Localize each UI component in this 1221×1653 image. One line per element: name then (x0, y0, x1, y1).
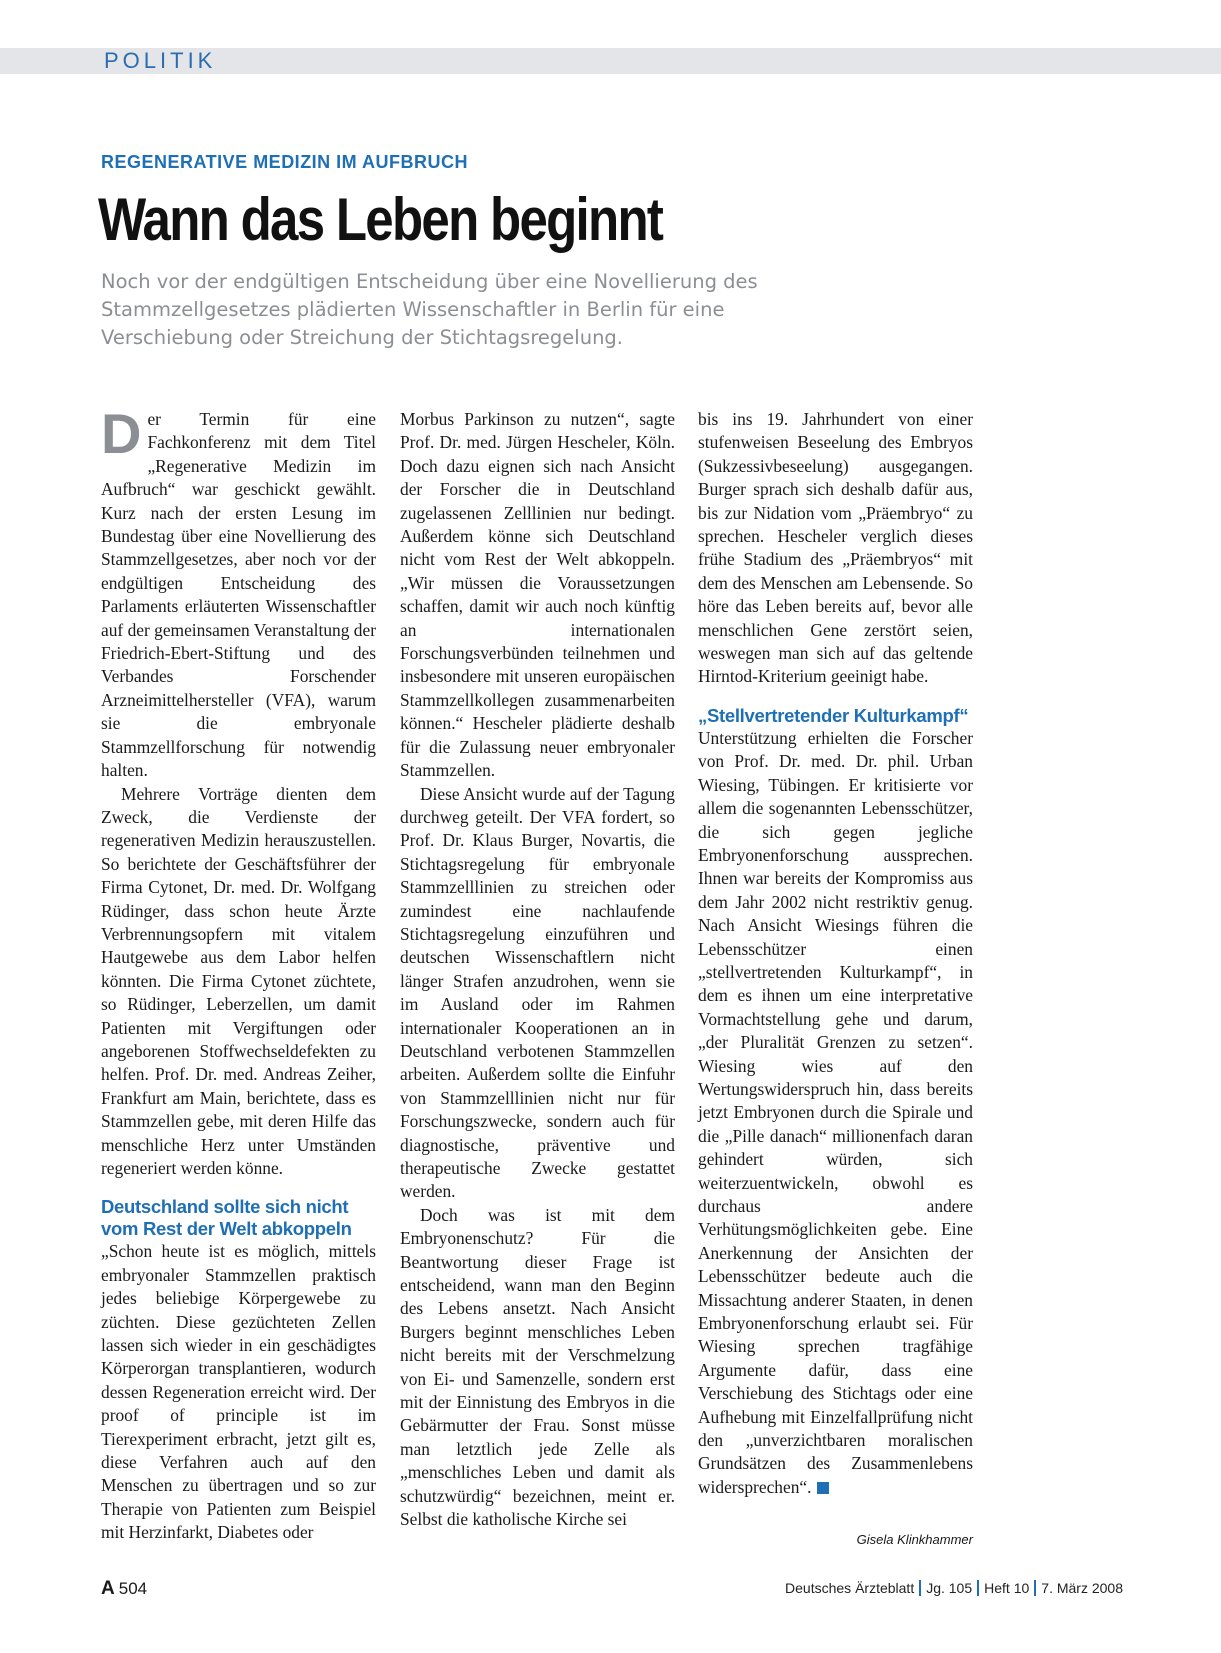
issue: Heft 10 (984, 1580, 1030, 1596)
paragraph: „Schon heute ist es möglich, mittels embryonaler Stammzellen praktisch jedes beliebige Körpergewebe zu züchten. Diese gezüchteten Zellen lassen sich wieder in ein geschädigtes Körperorgan transplantieren, wodurch dessen Regeneration erreicht wird. Der proof of principle ist im Tierexperiment erbracht, jetzt gilt es, diese Verfahren auch auf den Menschen zu übertragen und so zur Therapie von Patienten zum Beispiel mit Herzinfarkt, Diabetes oder (101, 1241, 376, 1543)
page-number (101, 1578, 147, 1600)
article-lead: Noch vor der endgültigen Entscheidung über eine Novellierung des Stammzellgesetzes plädierten Wissenschaftler in Berlin für eine Verschiebung oder Streichung der Stichtagsregelung. (101, 270, 758, 349)
section-label: POLITIK (104, 48, 217, 73)
paragraph: Mehrere Vorträge dienten dem Zweck, die Verdienste der regenerativen Medizin herauszustellen. So berichtete der Geschäftsführer der Firma Cytonet, Dr. med. Dr. Wolfgang Rüdinger, dass schon heute Ärzte Verbrennungsopfern mit vitalem Hautgewebe aus dem Labor helfen könnten. Die Firma Cytonet züchtete, so Rüdinger, Leberzellen, um damit Patienten mit Vergiftungen oder angeborenen Stoffwechseldefekten zu helfen. Prof. Dr. med. Andreas Zeiher, Frankfurt am Main, berichtete, dass es Stammzellen gebe, mit deren Hilfe das menschliche Herz unter Umständen regeneriert werden könne. (101, 783, 376, 1178)
subheading: Deutschland sollte sich nicht vom Rest der Welt abkoppeln (101, 1196, 352, 1240)
article-title: Wann das Leben beginnt (98, 186, 663, 253)
paragraph: Doch was ist mit dem Embryonenschutz? Für die Beantwortung dieser Frage ist entscheidend, wann man den Beginn des Lebens ansetzt. Nach Ansicht Burgers beginnt menschliches Leben nicht bereits mit der Verschmelzung von Ei- und Samenzelle, sondern erst mit der Einnistung des Embryos in die Gebärmutter der Frau. Sonst müsse man letztlich jede Zelle als „menschliches Leben und damit als schutzwürdig“ bezeichnen, meint er. Selbst die katholische Kirche sei (400, 1204, 675, 1530)
article-kicker: REGENERATIVE MEDIZIN IM AUFBRUCH (101, 152, 468, 172)
author-name: Gisela Klinkhammer (856, 1532, 973, 1547)
date: 7. März 2008 (1041, 1580, 1123, 1596)
paragraph: Diese Ansicht wurde auf der Tagung durchweg geteilt. Der VFA fordert, so Prof. Dr. Klaus Burger, Novartis, die Stichtagsregelung für embryonale Stammzelllinien zu streichen oder zumindest eine nachlaufende Stichtagsregelung einzuführen und deutschen Wissenschaftlern nicht länger Strafen anzudrohen, wenn sie im Ausland oder im Rahmen internationaler Kooperationen an in Deutschland verbotenen Stammzellen arbeiten. Außerdem sollte die Einfuhr von Stammzelllinien nicht nur für Forschungszwecke, sondern auch für diagnostische, präventive und therapeutische Zwecke gestattet werden. (400, 783, 675, 1202)
page-prefix: A (101, 1578, 115, 1599)
column-1 (101, 402, 376, 1545)
page-number-value: 504 (118, 1579, 148, 1598)
separator (1034, 1580, 1036, 1596)
paragraph: er Termin für eine Fachkonferenz mit dem Titel „Regenerative Medizin im Aufbruch“ war geschickt gewählt. Kurz nach der ersten Lesung im Bundestag über eine Novellierung des Stammzellgesetzes, aber noch vor der endgültigen Entscheidung des Parlaments erläuterten Wissenschaftler auf der gemeinsamen Veranstaltung der Friedrich-Ebert-Stiftung und des Verbandes Forschender Arzneimittelhersteller (VFA), warum sie die embryonale Stammzellforschung für notwendig halten. (101, 409, 376, 781)
dropcap: D (101, 402, 142, 465)
paragraph: bis ins 19. Jahrhundert von einer stufenweisen Beseelung des Embryos (Sukzessivbeseelung) ausgegangen. Burger sprach sich deshalb dafür aus, bis zur Nidation vom „Präembryo“ zu sprechen. Hescheler verglich dieses frühe Stadium des „Präembryos“ mit dem des Menschen am Lebensende. So höre das Leben bereits auf, bevor alle menschlichen Gene zerstört seien, weswegen man sich auf das geltende Hirntod-Kriterium geeinigt habe. (698, 409, 973, 687)
separator (977, 1580, 979, 1596)
subheading: „Stellvertretender Kulturkampf“ (698, 704, 969, 726)
journal-name: Deutsches Ärzteblatt (785, 1580, 915, 1596)
paragraph-last (698, 727, 973, 1499)
end-square-icon (817, 1482, 829, 1494)
paragraph-text: Unterstützung erhielten die Forscher von Prof. Dr. med. Dr. phil. Urban Wiesing, Tübingen. Er kritisierte vor allem die sogenannten Lebensschützer, die sich gegen jegliche Embryonenforschung aussprechen. Ihnen war bereits der Kompromiss aus dem Jahr 2002 nicht restriktiv genug. Nach Ansicht Wiesings führen die Lebensschützer einen „stellvertretenden Kulturkampf“, in dem es ihnen um eine interpretative Vormachtstellung gehe und darum, „der Pluralität Grenzen zu setzen“. Wiesing wies auf den Wertungswiderspruch hin, dass bereits jetzt Embryonen durch die Spirale und die „Pille danach“ millionenfach daran gehindert würden, sich weiterzuentwickeln, obwohl es durchaus andere Verhütungsmöglichkeiten gebe. Eine Anerkennung der Ansichten der Lebensschützer bedeute auch die Missachtung anderer Staaten, in denen Embryonenforschung erlaubt sei. Für Wiesing sprechen tragfähige Argumente dafür, dass eine Verschiebung des Stichtags oder eine Aufhebung mit Einzelfallprüfung nicht den „unverzichtbaren moralischen Grundsätzen des Zusammenlebens widersprechen“. (698, 727, 973, 1497)
paragraph: Morbus Parkinson zu nutzen“, sagte Prof. Dr. med. Jürgen Hescheler, Köln. Doch dazu eignen sich nach Ansicht der Forscher die in Deutschland zugelassenen Zelllinien nur bedingt. Außerdem könne sich Deutschland nicht vom Rest der Welt abkoppeln. „Wir müssen die Voraussetzungen schaffen, damit wir auch noch künftig an internationalen Forschungsverbünden teilnehmen und insbesondere mit unseren europäischen Stammzellkollegen zusammenarbeiten können.“ Hescheler plädierte deshalb für die Zulassung neuer embryonaler Stammzellen. (400, 409, 675, 781)
volume: Jg. 105 (926, 1580, 973, 1596)
separator (919, 1580, 921, 1596)
column-2 (400, 408, 675, 1532)
column-3 (698, 408, 973, 1499)
footer-citation (785, 1580, 1123, 1596)
